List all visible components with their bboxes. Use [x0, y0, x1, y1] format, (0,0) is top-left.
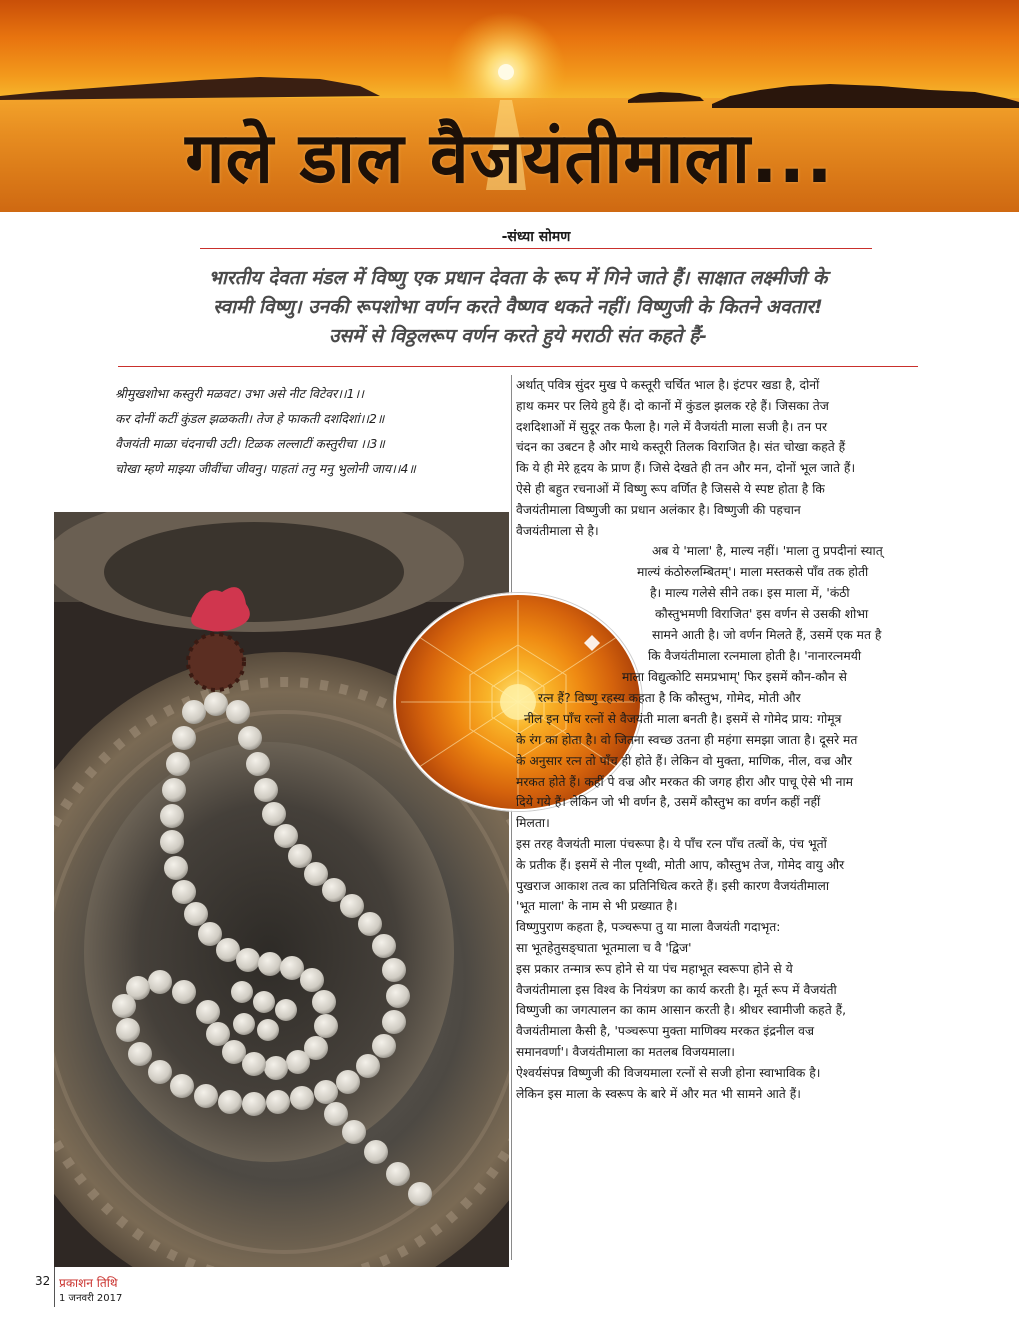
body-line: हाथ कमर पर लिये हुये हैं। दो कानों में कुंडल झलक रहे हैं। जिसका तेज: [516, 398, 829, 413]
byline-divider: [200, 248, 872, 249]
intro-paragraph: [118, 264, 918, 351]
body-line: मिलता।: [516, 816, 550, 831]
body-line: विष्णुपुराण कहता है, पञ्चरूपा तु या माला वैजयंती गदाभृत:: [516, 920, 781, 935]
body-line: दशदिशाओं में सुदूर तक फैला है। गले में वैजयंती माला सजी है। तन पर: [516, 419, 828, 434]
intro-line: स्वामी विष्णु। उनकी रूपशोभा वर्णन करते वैष्णव थकते नहीं। विष्णुजी के कितने अवतार!: [213, 296, 823, 318]
body-line: दिये गये हैं। लेकिन जो भी वर्णन है, उसमें कौस्तुभ का वर्णन कहीं नहीं: [516, 795, 821, 810]
body-line: कि वैजयंतीमाला रत्नमाला होती है। 'नानारत्नमयी: [648, 649, 862, 663]
body-line: ऐश्वर्यसंपन्न विष्णुजी की विजयमाला रत्नों से सजी होना स्वाभाविक है।: [516, 1065, 821, 1080]
verse-line: चोखा म्हणे माझ्या जीवींचा जीवनु। पाहतां तनु मनु भुलोनी जाय।।4॥: [115, 461, 416, 476]
body-line: विष्णुजी का जगत्पालन का काम आसान करती है। श्रीधर स्वामीजी कहते हैं,: [516, 1003, 847, 1018]
body-line: लेकिन इस माला के स्वरूप के बारे में और मत भी सामने आते हैं।: [516, 1086, 801, 1101]
body-top-block: [516, 375, 946, 541]
body-line: 'भूत माला' के नाम से भी प्रख्यात है।: [516, 899, 678, 914]
body-line: के अनुसार रत्न तो पाँच ही होते हैं। लेकिन वो मुक्ता, माणिक, नील, वज्र और: [516, 753, 853, 768]
footer-divider: [54, 1267, 55, 1307]
body-line: नील इन पाँच रत्नों से वैजयंती माला बनती है। इसमें से गोमेद प्राय: गोमूत्र: [524, 712, 842, 726]
body-line: है। माल्य गलेसे सीने तक। इस माला में, 'कंठी: [650, 586, 850, 600]
body-line: सा भूतहेतुसङ्‌घाता भूतमाला च वै 'द्विज': [516, 940, 692, 955]
page-number: 32: [35, 1274, 51, 1288]
sun: [498, 64, 514, 80]
body-line: वैजयंतीमाला कैसी है, 'पञ्चरूपा मुक्ता माणिक्य मरकत इंद्रनील वज्र: [516, 1024, 815, 1039]
body-line: रत्न हैं? विष्णु रहस्य कहता है कि कौस्तुभ, गोमेद, मोती और: [538, 691, 801, 705]
body-line: वैजयंतीमाला इस विश्व के नियंत्रण का कार्य करती है। मूर्त रूप में वैजयंती: [516, 982, 837, 997]
article-title: गले डाल वैजयंतीमाला...: [185, 117, 834, 199]
body-line: मरकत होते हैं। कहीं पे वज्र और मरकत की जगह हीरा और पाचू ऐसे भी नाम: [516, 774, 854, 789]
body-line: कौस्तुभमणी विराजित' इस वर्णन से उसकी शोभा: [655, 607, 869, 621]
body-line: इस प्रकार तन्मात्र रूप होने से या पंच महाभूत स्वरूपा होने से ये: [516, 961, 793, 976]
column-divider: [511, 375, 512, 1260]
body-line: सामने आती है। जो वर्णन मिलते हैं, उसमें एक मत है: [652, 628, 882, 642]
body-line: माल्यं कंठोरुलम्बितम्'। माला मस्तकसे पाँव तक होती: [637, 565, 869, 579]
left-hill-silhouette: [0, 77, 380, 100]
body-line: के प्रतीक हैं। इसमें से नील पृथ्वी, मोती आप, कौस्तुभ तेज, गोमेद वायु और: [516, 857, 845, 872]
publication-label: प्रकाशन तिथि: [59, 1276, 118, 1290]
verse-line: वैजयंती माळा चंदनाची उटी। टिळक लल्लाटीं कस्तुरीचा ।।3॥: [115, 436, 385, 451]
body-line: अब ये 'माला' है, माल्य नहीं। 'माला तु प्रपदीनां स्यात्: [652, 544, 883, 558]
hero-sunset-image: [0, 0, 1019, 212]
body-line: ऐसे ही बहुत रचनाओं में विष्णु रूप वर्णित है जिससे ये स्पष्ट होता है कि: [516, 481, 825, 496]
body-line: कि ये ही मेरे हृदय के प्राण हैं। जिसे देखते ही तन और मन, दोनों भूल जाते हैं।: [516, 461, 856, 476]
body-line: अर्थात् पवित्र सुंदर मुख पे कस्तूरी चर्चित भाल है। इंटपर खडा है, दोनों: [516, 378, 820, 392]
body-line: इस तरह वैजयंती माला पंचरूपा है। ये पाँच रत्न पाँच तत्वों के, पंच भूतों: [516, 836, 827, 851]
body-line: वैजयंतीमाला विष्णुजी का प्रधान अलंकार है। विष्णुजी की पहचान: [516, 502, 801, 517]
body-line: माला विद्युत्कोटि समप्रभाम्' फिर इसमें कौन-कौन से: [622, 670, 847, 684]
intro-line: उसमें से विठ्ठलरूप वर्णन करते हुये मराठी संत कहते हैं-: [328, 325, 708, 347]
intro-divider: [118, 366, 918, 367]
publication-date: 1 जनवरी 2017: [59, 1293, 123, 1304]
verse-line: श्रीमुखशोभा कस्तुरी मळवट। उभा असे नीट विटेवर।।1।।: [115, 386, 364, 401]
body-line: समानवर्णा'। वैजयंतीमाला का मतलब विजयमाला।: [516, 1044, 735, 1059]
author-byline: -संध्या सोमण: [501, 229, 571, 245]
body-line: चंदन का उबटन है और माथे कस्तूरी तिलक विराजित है। संत चोखा कहते हैं: [516, 440, 846, 455]
verse-line: कर दोनीं कटीं कुंडल झळकती। तेज हे फाकती दशदिशां।।2॥: [115, 411, 385, 426]
intro-line: भारतीय देवता मंडल में विष्णु एक प्रधान देवता के रूप में गिने जाते हैं। साक्षात लक्ष्मीजी के: [208, 267, 828, 289]
body-line: के रंग का होता है। वो जितना स्वच्छ उतना ही महंगा समझा जाता है। दूसरे मत: [516, 733, 858, 747]
body-line: वैजयंतीमाला से है।: [516, 523, 599, 538]
right-island-silhouette: [712, 84, 1019, 108]
body-bottom-block: [516, 730, 946, 1104]
marathi-verse: [115, 381, 505, 481]
body-line: पुखराज आकाश तत्व का प्रतिनिधित्व करते हैं। इसी कारण वैजयंतीमाला: [516, 878, 830, 893]
